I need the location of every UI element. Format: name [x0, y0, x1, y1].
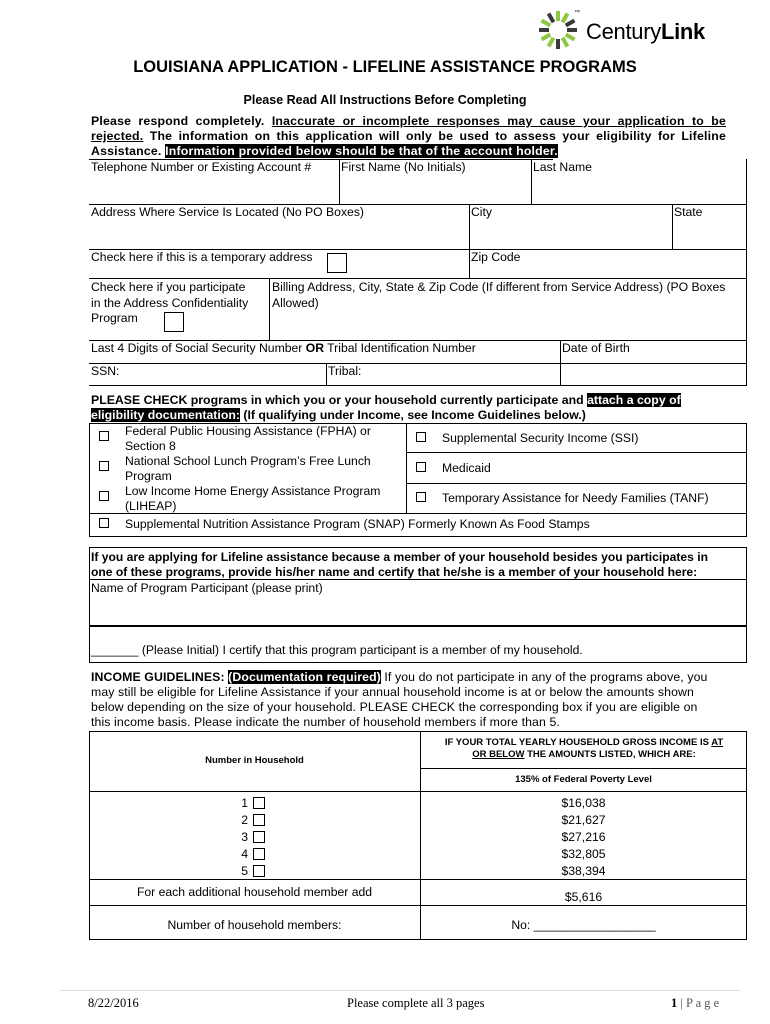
income-line-1: INCOME GUIDELINES: (Documentation required) If you do not participate in any of the programs above, you [91, 670, 708, 684]
page-subtitle: Please Read All Instructions Before Completing [243, 93, 527, 107]
snap-label: Supplemental Nutrition Assistance Program (SNAP) Formerly Known As Food Stamps [125, 517, 590, 531]
income-amount-4: $32,805 [561, 847, 606, 861]
income-line-4: this income basis. Please indicate the number of household members if more than 5. [91, 715, 560, 729]
additional-member-amount: $5,616 [564, 890, 603, 904]
zip-code-field[interactable]: Zip Code [471, 250, 521, 264]
household-size-5: 5 [241, 864, 248, 878]
service-address-field[interactable]: Address Where Service Is Located (No PO Boxes) [91, 205, 364, 219]
logo-wordmark: CenturyLink [586, 19, 705, 44]
household-size-4-checkbox[interactable] [253, 848, 265, 860]
nslp-label-2: Program [125, 469, 172, 483]
temporary-address-checkbox[interactable] [327, 253, 347, 273]
household-size-header: Number in Household [205, 755, 304, 766]
footer-rule [60, 990, 740, 991]
income-line-2: may still be eligible for Lifeline Assistance if your annual household income is at or below the amounts shown [91, 685, 694, 699]
fpha-label-2: Section 8 [125, 439, 176, 453]
fpl-header: 135% of Federal Poverty Level [515, 774, 652, 785]
intro-paragraph: Please respond completely. Inaccurate or incomplete responses may cause your application to be rejected. The information on this application will only be used to assess your eligibility for Lifeline Assistance. Information provided below should be that of the account holder. [91, 114, 726, 158]
footer-date: 8/22/2016 [88, 996, 139, 1010]
footer-page-number: 1 | P a g e [671, 996, 720, 1010]
income-line-3: below depending on the size of your household. PLEASE CHECK the corresponding box if you are eligible on [91, 700, 698, 714]
income-amount-3: $27,216 [561, 830, 606, 844]
household-size-1: 1 [241, 796, 248, 810]
first-name-field[interactable]: First Name (No Initials) [341, 160, 466, 174]
household-members-label: Number of household members: [167, 918, 342, 932]
billing-address-field-2: Allowed) [272, 296, 319, 310]
household-size-2: 2 [241, 813, 248, 827]
ssi-label: Supplemental Security Income (SSI) [442, 431, 639, 445]
ssn-tribal-heading: Last 4 Digits of Social Security Number OR Tribal Identification Number [91, 341, 476, 355]
ssn-field[interactable]: SSN: [91, 364, 120, 378]
ssi-checkbox[interactable] [416, 432, 426, 442]
income-threshold-header: IF YOUR TOTAL YEARLY HOUSEHOLD GROSS INCOME IS AT OR BELOW THE AMOUNTS LISTED, WHICH ARE: [444, 737, 724, 760]
fpha-checkbox[interactable] [99, 431, 109, 441]
city-field[interactable]: City [471, 205, 492, 219]
nslp-label: National School Lunch Program’s Free Lunch [125, 454, 371, 468]
nslp-checkbox[interactable] [99, 461, 109, 471]
acp-checkbox[interactable] [164, 312, 184, 332]
acp-label-3: Program [91, 311, 138, 325]
acp-label-1: Check here if you participate [91, 280, 246, 294]
centurylink-mark-icon [538, 10, 578, 50]
household-size-1-checkbox[interactable] [253, 797, 265, 809]
household-size-5-checkbox[interactable] [253, 865, 265, 877]
income-amount-5: $38,394 [561, 864, 606, 878]
fpha-label: Federal Public Housing Assistance (FPHA) or [125, 424, 371, 438]
temporary-address-label: Check here if this is a temporary address [91, 250, 313, 264]
household-size-2-checkbox[interactable] [253, 814, 265, 826]
participant-name-field[interactable]: Name of Program Participant (please print) [91, 581, 323, 595]
last-name-field[interactable]: Last Name [533, 160, 592, 174]
liheap-label: Low Income Home Energy Assistance Program [125, 484, 381, 498]
telephone-field[interactable]: Telephone Number or Existing Account # [91, 160, 312, 174]
date-of-birth-field[interactable]: Date of Birth [562, 341, 630, 355]
liheap-checkbox[interactable] [99, 491, 109, 501]
liheap-label-2: (LIHEAP) [125, 499, 177, 513]
income-amount-1: $16,038 [561, 796, 606, 810]
medicaid-checkbox[interactable] [416, 462, 426, 472]
income-amount-2: $21,627 [561, 813, 606, 827]
certify-initial-field[interactable]: _______ (Please Initial) I certify that this program participant is a member of my household. [91, 643, 583, 657]
acp-label-2: in the Address Confidentiality [91, 296, 249, 310]
billing-address-field[interactable]: Billing Address, City, State & Zip Code (If different from Service Address) (PO Boxes [272, 280, 726, 294]
tribal-field[interactable]: Tribal: [328, 364, 362, 378]
household-size-3-checkbox[interactable] [253, 831, 265, 843]
tanf-checkbox[interactable] [416, 492, 426, 502]
state-field[interactable]: State [674, 205, 703, 219]
centurylink-logo [538, 10, 758, 50]
household-text-1: If you are applying for Lifeline assistance because a member of your household besides you participates in [91, 550, 708, 564]
page-title: LOUISIANA APPLICATION - LIFELINE ASSISTANCE PROGRAMS [133, 58, 637, 76]
medicaid-label: Medicaid [442, 461, 491, 475]
household-size-3: 3 [241, 830, 248, 844]
programs-heading: PLEASE CHECK programs in which you or your household currently participate and attach a copy of eligibility documentation: (If qualifying under Income, see Income Guidelines below.) [91, 393, 681, 422]
logo-tm: ™ [574, 10, 580, 16]
tanf-label: Temporary Assistance for Needy Families (TANF) [442, 491, 709, 505]
household-members-input[interactable]: No: __________________ [511, 918, 656, 932]
household-size-4: 4 [241, 847, 248, 861]
additional-member-label: For each additional household member add [136, 885, 373, 899]
household-text-2: one of these programs, provide his/her name and certify that he/she is a member of your household here: [91, 565, 698, 579]
footer-note: Please complete all 3 pages [347, 996, 485, 1010]
snap-checkbox[interactable] [99, 518, 109, 528]
income-guidelines-text [91, 670, 726, 730]
